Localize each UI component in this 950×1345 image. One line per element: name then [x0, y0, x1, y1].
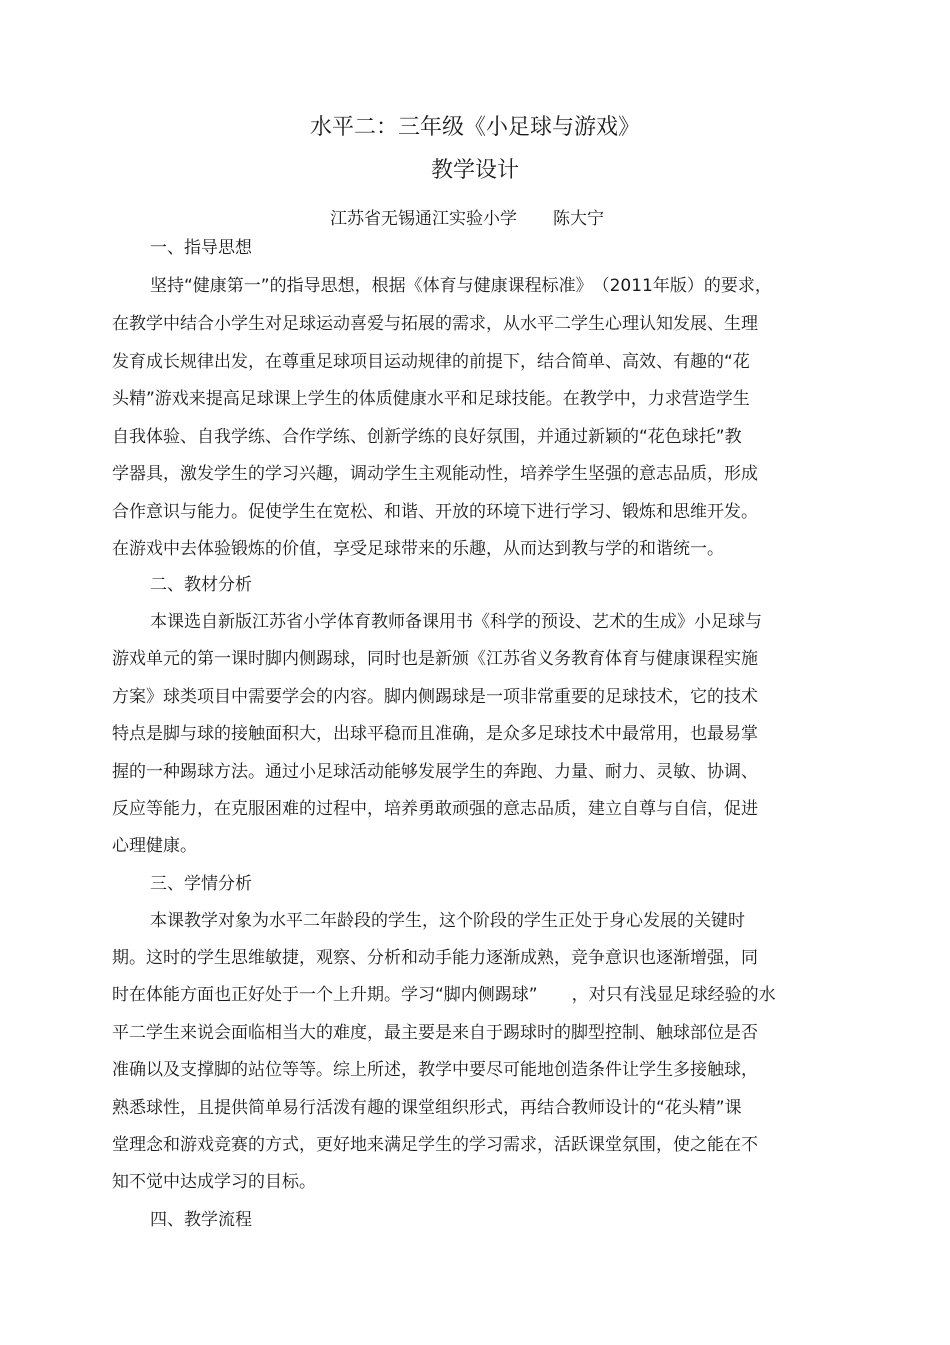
section-heading-learner-analysis: 三、学情分析	[150, 874, 252, 894]
paragraph-line: 特点是脚与球的接触面积大，出球平稳而且准确，是众多足球技术中最常用，也最易掌	[112, 724, 758, 744]
paragraph-line: 自我体验、自我学练、合作学练、创新学练的良好氛围，并通过新颖的“花色球托”教	[112, 427, 742, 447]
paragraph-line: 堂理念和游戏竞赛的方式，更好地来满足学生的学习需求，活跃课堂氛围，使之能在不	[112, 1135, 758, 1155]
paragraph-line: 期。这时的学生思维敏捷，观察、分析和动手能力逐渐成熟，竞争意识也逐渐增强，同	[112, 948, 758, 968]
paragraph-line: 学器具，激发学生的学习兴趣，调动学生主观能动性，培养学生坚强的意志品质，形成	[112, 464, 758, 484]
section-heading-teaching-process: 四、教学流程	[150, 1210, 252, 1230]
paragraph-line: 游戏单元的第一课时脚内侧踢球，同时也是新颁《江苏省义务教育体育与健康课程实施	[112, 649, 758, 669]
paragraph-line: 本课教学对象为水平二年龄段的学生，这个阶段的学生正处于身心发展的关键时	[150, 911, 745, 931]
paragraph-line: 心理健康。	[112, 836, 197, 856]
paragraph-line: 本课选自新版江苏省小学体育教师备课用书《科学的预设、艺术的生成》小足球与	[150, 612, 762, 632]
paragraph-line: 头精”游戏来提高足球课上学生的体质健康水平和足球技能。在教学中，力求营造学生	[112, 389, 750, 409]
author-school: 江苏省无锡通江实验小学	[330, 209, 517, 229]
paragraph-line: 平二学生来说会面临相当大的难度，最主要是来自于踢球时的脚型控制、触球部位是否	[112, 1023, 758, 1043]
section-heading-guiding-ideology: 一、指导思想	[150, 238, 252, 258]
paragraph-line: 握的一种踢球方法。通过小足球活动能够发展学生的奔跑、力量、耐力、灵敏、协调、	[112, 762, 758, 782]
paragraph-line: 反应等能力，在克服困难的过程中，培养勇敢顽强的意志品质，建立自尊与自信，促进	[112, 799, 758, 819]
paragraph-line: 知不觉中达成学习的目标。	[112, 1172, 316, 1192]
paragraph-line: 发育成长规律出发，在尊重足球项目运动规律的前提下，结合简单、高效、有趣的“花	[112, 352, 750, 372]
paragraph-line: 准确以及支撑脚的站位等等。综上所述，教学中要尽可能地创造条件让学生多接触球，	[112, 1060, 758, 1080]
paragraph-line: 方案》球类项目中需要学会的内容。脚内侧踢球是一项非常重要的足球技术，它的技术	[112, 687, 758, 707]
paragraph-line: 坚持“健康第一”的指导思想，根据《体育与健康课程标准》 （2011年版）的要求，	[150, 276, 772, 296]
paragraph-line: 合作意识与能力。促使学生在宽松、和谐、开放的环境下进行学习、锻炼和思维开发。	[112, 502, 758, 522]
document-subtitle: 教学设计	[430, 158, 519, 183]
paragraph-line: 时在体能方面也正好处于一个上升期。学习“脚内侧踢球” ，对只有浅显足球经验的水	[112, 985, 776, 1005]
document-title: 水平二：三年级《小足球与游戏》	[309, 115, 640, 140]
author-line	[330, 204, 604, 229]
section-heading-textbook-analysis: 二、教材分析	[150, 575, 252, 595]
paragraph-line: 熟悉球性，且提供简单易行活泼有趣的课堂组织形式，再结合教师设计的“花头精”课	[112, 1098, 742, 1118]
paragraph-line: 在游戏中去体验锻炼的价值，享受足球带来的乐趣，从而达到教与学的和谐统一。	[112, 539, 724, 559]
paragraph-line: 在教学中结合小学生对足球运动喜爱与拓展的需求，从水平二学生心理认知发展、生理	[112, 314, 758, 334]
author-name: 陈大宁	[553, 209, 604, 229]
